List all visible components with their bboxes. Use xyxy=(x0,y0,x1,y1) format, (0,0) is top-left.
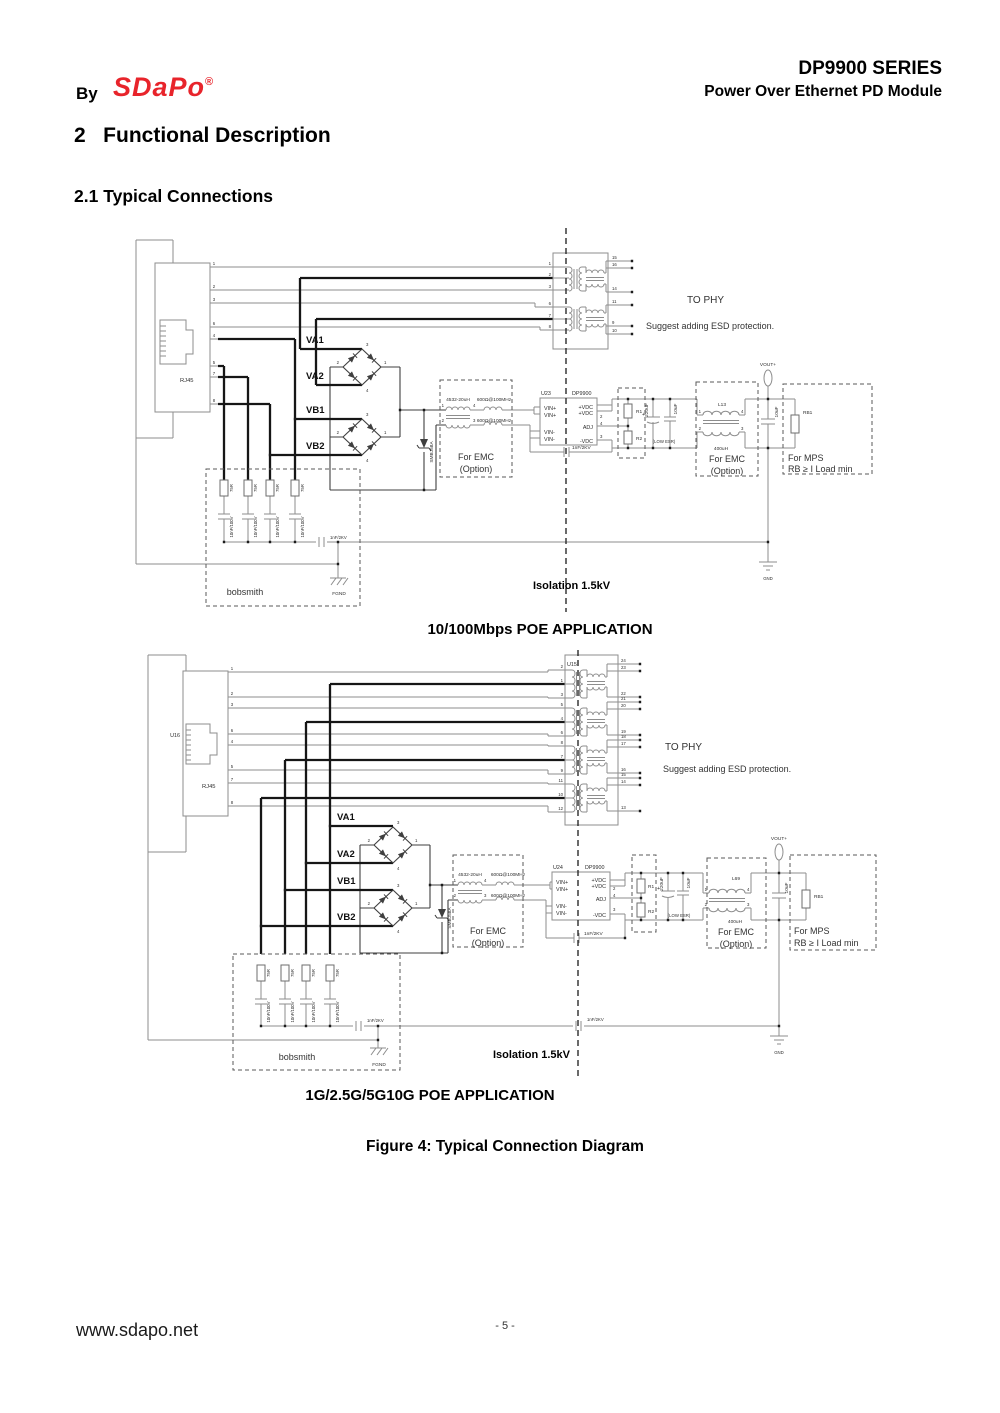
esd-note: Suggest adding ESD protection. xyxy=(646,321,775,331)
chip-pin: ADJ xyxy=(582,425,593,431)
resistor-value: 75R xyxy=(253,484,258,492)
pin-label: 2 xyxy=(367,838,370,843)
vout-terminal-icon xyxy=(775,844,783,860)
pin-label: 7 xyxy=(548,313,551,318)
chip-pin: +VDC xyxy=(591,878,606,884)
transformer-ref: U15 xyxy=(567,662,577,668)
cap-value: 1nF/2KV xyxy=(330,535,347,540)
choke-value: 400uH xyxy=(713,447,729,452)
output-section xyxy=(760,362,872,581)
pin-label: 11 xyxy=(612,299,617,304)
pin-label: 1 xyxy=(560,678,563,683)
chip-part: DP9900 xyxy=(585,865,605,871)
mps-note: RB ≥ I Load min xyxy=(794,938,859,948)
pin-label: 1 xyxy=(441,403,444,408)
tvs-diode-icon xyxy=(420,439,428,448)
pin-label: 23 xyxy=(621,665,626,670)
pin-label: 16 xyxy=(612,262,617,267)
bobsmith-label: bobsmith xyxy=(278,1052,316,1062)
resistor-rb1 xyxy=(791,415,799,433)
pin-label: 4 xyxy=(560,716,563,721)
pin-label: 19 xyxy=(621,729,626,734)
pin-label: 2 xyxy=(613,886,616,891)
emc-note: (Option) xyxy=(459,464,493,474)
pin-label: 4 xyxy=(397,929,400,934)
pin-label: 3 xyxy=(747,902,750,907)
pin-label: 4 xyxy=(613,893,616,898)
pin-label: 6 xyxy=(212,321,216,326)
footer-website: www.sdapo.net xyxy=(76,1320,199,1340)
pin-label: 1 xyxy=(453,878,456,883)
cap-value: 10nF/100V xyxy=(229,516,234,538)
isolation-label: Isolation 1.5kV xyxy=(492,1049,570,1061)
pin-label: 3 xyxy=(397,883,400,888)
choke-ref: L69 xyxy=(731,877,741,882)
pin-label: 5 xyxy=(230,764,234,769)
ferrite-value: 600Ω@100MHz xyxy=(476,398,512,403)
pin-label: 3 xyxy=(613,907,616,912)
cap-value: 10uF xyxy=(775,406,780,418)
component-label: RB1 xyxy=(803,411,813,416)
pin-label: 11 xyxy=(558,778,563,783)
tvs-label: SMBJ58A xyxy=(448,907,453,929)
series-subtitle: Power Over Ethernet PD Module xyxy=(704,83,942,100)
figure-caption: Figure 4: Typical Connection Diagram xyxy=(366,1138,644,1155)
pin-label: 3 xyxy=(212,297,216,302)
cap-value: 10nF/100V xyxy=(300,516,305,538)
pin-label: 2 xyxy=(441,418,444,423)
pin-label: 2 xyxy=(453,893,456,898)
chip-pin: VIN- xyxy=(556,911,567,917)
choke-value: 400uH xyxy=(727,920,743,925)
net-label: VA1 xyxy=(306,335,324,346)
registered-mark-icon: ® xyxy=(205,76,215,88)
output-emc-choke xyxy=(705,858,766,949)
tvs-diode-icon xyxy=(438,909,446,918)
cap-value: 10nF/100V xyxy=(253,516,258,538)
wires-thick xyxy=(261,684,565,954)
pin-label: 1 xyxy=(212,261,216,266)
resistor-rb1 xyxy=(802,890,810,908)
net-label: VA1 xyxy=(337,812,355,823)
cap-note: (LOW ESR) xyxy=(652,439,676,444)
pin-label: 20 xyxy=(621,703,626,708)
pin-label: 2 xyxy=(600,414,603,419)
mps-note: For MPS xyxy=(794,926,830,936)
resistor-value: 75R xyxy=(335,969,340,977)
pin-label: 2 xyxy=(336,430,339,435)
pin-label: 8 xyxy=(560,740,563,745)
pin-label: 3 xyxy=(230,702,234,707)
pin-label: 4 xyxy=(230,739,234,744)
pin-label: 2 xyxy=(212,284,216,289)
pin-label: 4 xyxy=(473,403,476,408)
chip-pin: +VDC xyxy=(591,884,606,890)
fgnd-label: FGND xyxy=(372,1063,386,1068)
chip-ref: U23 xyxy=(541,391,551,397)
wires-thick xyxy=(218,278,553,480)
diagram-title: 1G/2.5G/5G10G POE APPLICATION xyxy=(305,1087,555,1104)
cap-value: 1nF/2KV xyxy=(367,1018,384,1023)
net-label: VA2 xyxy=(337,849,355,860)
pin-label: 22 xyxy=(621,691,626,696)
chip-pin: VIN+ xyxy=(544,413,557,419)
cap-note: (LOW ESR) xyxy=(667,913,691,918)
net-label: VB1 xyxy=(306,405,325,416)
mps-note: RB ≥ I Load min xyxy=(788,464,853,474)
pin-label: 8 xyxy=(212,398,216,403)
pin-label: 3 xyxy=(600,434,603,439)
pin-label: 3 xyxy=(560,692,563,697)
vout-label: VOUT+ xyxy=(770,837,788,842)
pin-label: 1 xyxy=(415,901,418,906)
inductor-value: 4532-20uH xyxy=(446,398,470,403)
vout-label: VOUT+ xyxy=(759,363,777,368)
pin-label: 2 xyxy=(336,360,339,365)
polarity-plus-icon: + xyxy=(657,886,661,892)
lan-transformer xyxy=(558,655,626,825)
resistor-value: 75R xyxy=(300,484,305,492)
brand-logo-text: SDaPo xyxy=(113,72,206,102)
resistor-value: 75R xyxy=(266,969,271,977)
pin-label: 4 xyxy=(366,388,369,393)
cap-value: 10uF xyxy=(687,877,692,889)
isolation-label: Isolation 1.5kV xyxy=(533,580,611,592)
emc-note: (Option) xyxy=(471,938,505,948)
component-label: R2 xyxy=(636,437,643,442)
pin-label: 8 xyxy=(230,800,234,805)
chip-pin: VIN- xyxy=(544,430,555,436)
cap-value: 10nF/100V xyxy=(275,516,280,538)
pin-label: 2 xyxy=(367,901,370,906)
esd-note: Suggest adding ESD protection. xyxy=(663,764,792,774)
footer-page-number: - 5 - xyxy=(495,1320,515,1332)
pin-label: 4 xyxy=(600,421,603,426)
diagram-10-100m xyxy=(136,228,872,638)
pin-label: 2 xyxy=(560,664,563,669)
y-cap-value: 1nF/2KV xyxy=(572,446,591,451)
cap-value: 10nF/100V xyxy=(290,1001,295,1023)
pin-label: 3 xyxy=(473,418,476,423)
chip-pin: VIN+ xyxy=(556,880,569,886)
cap-value: 10nF/100V xyxy=(311,1001,316,1023)
net-label: VB2 xyxy=(306,441,325,452)
pin-label: 17 xyxy=(621,741,626,746)
rj45-connector xyxy=(155,261,216,412)
pin-label: 6 xyxy=(548,301,551,306)
rj45-connector xyxy=(170,666,234,816)
component-label: RB1 xyxy=(814,895,824,900)
choke-ref: L13 xyxy=(717,403,727,408)
mps-note: For MPS xyxy=(788,453,824,463)
bulk-capacitors xyxy=(642,403,679,444)
pin-label: 2 xyxy=(548,272,551,277)
bobsmith-label: bobsmith xyxy=(226,587,264,597)
diagram-multi-gig xyxy=(148,650,876,1104)
bobsmith-termination xyxy=(233,954,400,1070)
pin-label: 9 xyxy=(612,320,615,325)
emc-note: For EMC xyxy=(470,926,506,936)
emc-input-filter xyxy=(440,380,512,477)
gnd-label: GND xyxy=(774,1050,784,1055)
resistor-value: 75R xyxy=(311,969,316,977)
pin-label: 3 xyxy=(366,412,369,417)
to-phy-note: TO PHY xyxy=(687,295,725,306)
pin-label: 4 xyxy=(397,866,400,871)
net-label: VA2 xyxy=(306,371,324,382)
ferrite-value: 600Ω@100MHz xyxy=(490,894,526,899)
chip-pin: -VDC xyxy=(592,913,606,919)
pin-label: 8 xyxy=(548,324,551,329)
emc-input-filter xyxy=(453,855,526,948)
pin-label: 4 xyxy=(484,878,487,883)
inductor-value: 4532-20uH xyxy=(458,873,482,878)
tvs-label: SMBJ58A xyxy=(430,441,435,463)
pin-label: 3 xyxy=(548,284,551,289)
chip-pin: VIN+ xyxy=(556,887,569,893)
bulk-capacitors xyxy=(657,877,692,918)
pin-label: 2 xyxy=(698,426,701,431)
pin-label: 2 xyxy=(704,902,707,907)
pin-label: 3 xyxy=(397,820,400,825)
pin-label: 24 xyxy=(621,658,626,663)
cap-value: 10nF/100V xyxy=(335,1001,340,1023)
rj45-label: RJ45 xyxy=(202,784,216,790)
rj45-ref: U16 xyxy=(170,733,180,739)
emc-filter-box xyxy=(440,380,512,477)
cap-value: 1nF/2KV xyxy=(587,1017,604,1022)
cap-value: 220uF xyxy=(645,403,650,417)
ferrite-value: 600Ω@100MHz xyxy=(476,419,512,424)
resistor-r2 xyxy=(637,903,645,917)
resistor-value: 75R xyxy=(229,484,234,492)
gnd-label: GND xyxy=(763,576,773,581)
ferrite-value: 600Ω@100MHz xyxy=(490,873,526,878)
section-heading: 2 Functional Description xyxy=(74,124,331,147)
cap-value: 10uF xyxy=(674,403,679,415)
chip-pin: VIN- xyxy=(544,437,555,443)
rj45-label: RJ45 xyxy=(180,378,194,384)
pin-label: 6 xyxy=(560,730,563,735)
cap-value: 10uF xyxy=(785,882,790,894)
y-cap-value: 1nF/2KV xyxy=(584,932,603,937)
wires-bridge xyxy=(360,845,458,953)
pin-label: 14 xyxy=(621,779,626,784)
pin-label: 1 xyxy=(704,887,707,892)
component-label: R2 xyxy=(648,910,655,915)
emc-note: (Option) xyxy=(710,466,744,476)
pin-label: 7 xyxy=(230,777,234,782)
chip-pin: VIN- xyxy=(556,904,567,910)
component-label: R1 xyxy=(648,885,655,890)
chip-pin: VIN+ xyxy=(544,406,557,412)
chip-pin: ADJ xyxy=(595,897,606,903)
diagram-title: 10/100Mbps POE APPLICATION xyxy=(427,621,653,638)
pin-label: 14 xyxy=(612,286,617,291)
pin-label: 4 xyxy=(366,458,369,463)
chip-pin: +VDC xyxy=(578,405,593,411)
pin-label: 3 xyxy=(366,342,369,347)
component-label: R1 xyxy=(636,410,643,415)
pin-label: 4 xyxy=(747,887,750,892)
pin-label: 18 xyxy=(621,734,626,739)
pin-label: 15 xyxy=(621,772,626,777)
pin-label: 7 xyxy=(212,371,216,376)
pin-label: 7 xyxy=(560,754,563,759)
subsection-heading: 2.1 Typical Connections xyxy=(74,186,274,206)
resistor-r1 xyxy=(624,404,632,418)
cap-value: 10nF/100V xyxy=(266,1001,271,1023)
pin-label: 3 xyxy=(741,426,744,431)
pin-label: 5 xyxy=(212,360,216,365)
resistor-value: 75R xyxy=(275,484,280,492)
emc-note: (Option) xyxy=(719,939,753,949)
emc-note: For EMC xyxy=(709,454,745,464)
pin-label: 15 xyxy=(612,255,617,260)
chip-pin: +VDC xyxy=(578,411,593,417)
pin-label: 4 xyxy=(741,409,744,414)
pin-label: 10 xyxy=(558,792,563,797)
chip-ref: U24 xyxy=(553,865,563,871)
emc-note: For EMC xyxy=(718,927,754,937)
series-title: DP9900 SERIES xyxy=(798,58,942,79)
output-section xyxy=(771,836,876,1055)
pin-label: 6 xyxy=(230,728,234,733)
cap-value: 220uF xyxy=(660,877,665,891)
vout-terminal-icon xyxy=(764,370,772,386)
pin-label: 1 xyxy=(548,261,551,266)
resistor-r1 xyxy=(637,879,645,893)
chip-part: DP9900 xyxy=(572,391,592,397)
chip-pin: -VDC xyxy=(579,439,593,445)
fgnd-label: FGND xyxy=(332,592,346,597)
pin-label: 3 xyxy=(484,893,487,898)
pin-label: 9 xyxy=(560,768,563,773)
pd-module-chip xyxy=(530,391,612,457)
pin-label: 2 xyxy=(230,691,234,696)
resistor-value: 75R xyxy=(290,969,295,977)
output-emc-choke xyxy=(696,382,758,476)
pin-label: 21 xyxy=(621,696,626,701)
polarity-plus-icon: + xyxy=(642,412,646,418)
pin-label: 1 xyxy=(698,409,701,414)
pin-label: 1 xyxy=(384,430,387,435)
pin-label: 10 xyxy=(612,328,617,333)
pin-label: 1 xyxy=(415,838,418,843)
emc-note: For EMC xyxy=(458,452,494,462)
header-by: By xyxy=(76,84,98,103)
net-label: VB2 xyxy=(337,912,356,923)
pin-label: 16 xyxy=(621,767,626,772)
pin-label: 13 xyxy=(621,805,626,810)
net-label: VB1 xyxy=(337,876,356,887)
pin-label: 5 xyxy=(560,702,563,707)
pin-label: 12 xyxy=(558,806,563,811)
to-phy-note: TO PHY xyxy=(665,742,703,753)
pin-label: 1 xyxy=(384,360,387,365)
lan-transformer xyxy=(549,253,618,349)
resistor-r2 xyxy=(624,431,632,444)
pin-label: 1 xyxy=(230,666,234,671)
pin-label: 4 xyxy=(212,333,216,338)
pd-module-chip xyxy=(552,865,616,937)
